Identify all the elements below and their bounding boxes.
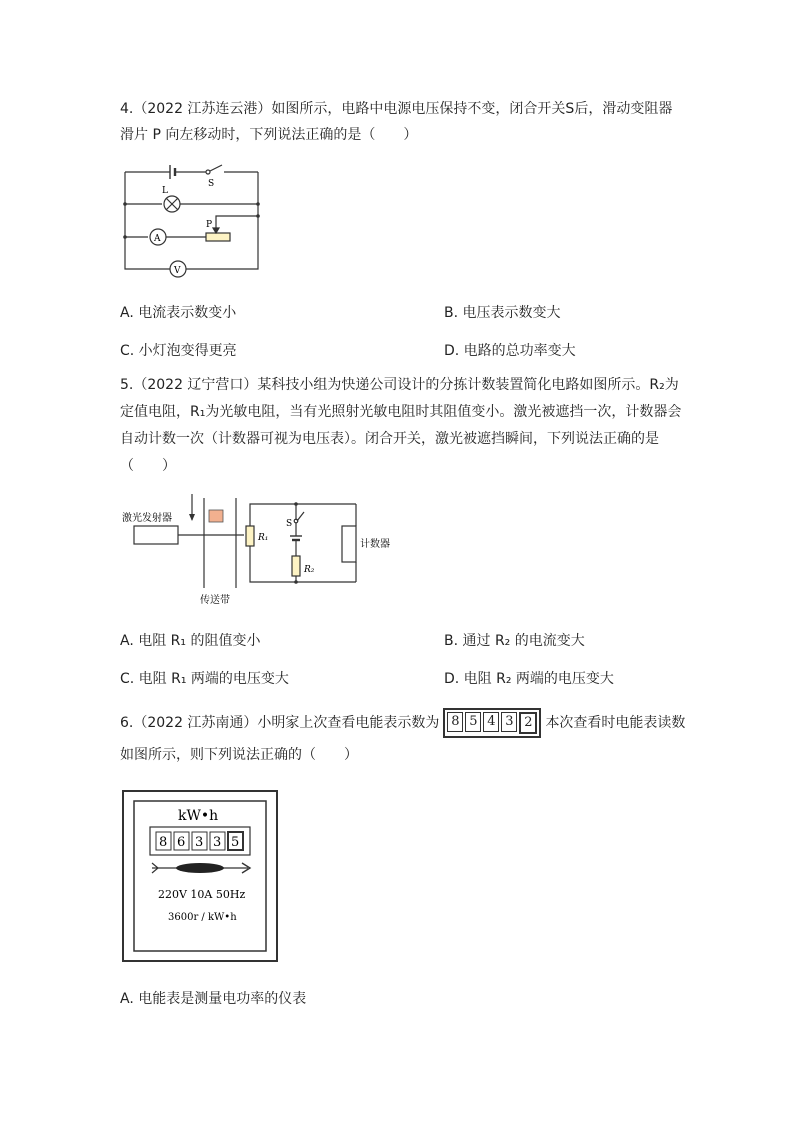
q5-line-1: 5.（2022 辽宁营口）某科技小组为快递公司设计的分拣计数装置简化电路如图所示。R₂为: [120, 377, 679, 393]
q5-option-b: B. 通过 R₂ 的电流变大: [444, 633, 585, 649]
q6-energy-meter: [122, 790, 278, 962]
q6-meter-digit: 3: [195, 835, 204, 850]
q6-prev-digit: 2: [519, 712, 537, 734]
q5-emitter-label: 激光发射器: [122, 513, 172, 524]
q5-counter-label: 计数器: [360, 539, 390, 550]
q5-line-4: （ ）: [120, 458, 176, 474]
q5-option-a: A. 电阻 R₁ 的阻值变小: [120, 633, 261, 649]
q6-prev-digit: 8: [447, 712, 463, 732]
q4-voltmeter-label: V: [174, 266, 181, 276]
q5-belt-label: 传送带: [200, 595, 230, 606]
q5-sorting-counter-diagram: [118, 490, 408, 610]
q6-option-a: A. 电能表是测量电功率的仪表: [120, 991, 307, 1007]
q6-meter-spec-2: 3600r / kW•h: [168, 912, 237, 923]
q4-switch-label: S: [208, 179, 215, 189]
q5-r1-label: R₁: [258, 533, 269, 543]
q5-option-c: C. 电阻 R₁ 两端的电压变大: [120, 671, 289, 687]
q6-meter-unit: kW•h: [178, 808, 219, 824]
q4-slider-label: P: [206, 220, 213, 230]
q6-line-2: 如图所示，则下列说法正确的（ ）: [120, 747, 358, 763]
q4-lamp-label: L: [162, 186, 168, 196]
q4-option-d: D. 电路的总功率变大: [444, 343, 576, 359]
q6-prev-digit: 4: [483, 712, 499, 732]
q6-previous-reading: [443, 708, 541, 738]
q5-option-d: D. 电阻 R₂ 两端的电压变大: [444, 671, 614, 687]
q6-prev-digit: 5: [465, 712, 481, 732]
q6-meter-digit: 8: [159, 835, 168, 850]
q6-prev-digit: 3: [501, 712, 517, 732]
q6-meter-spec-1: 220V 10A 50Hz: [158, 888, 246, 901]
q5-r2-label: R₂: [304, 565, 315, 575]
q4-option-a: A. 电流表示数变小: [120, 305, 237, 321]
q5-switch-label: S: [286, 519, 293, 529]
q6-line-1: [120, 708, 685, 739]
q5-line-3: 自动计数一次（计数器可视为电压表）。闭合开关，激光被遮挡瞬间，下列说法正确的是: [120, 431, 659, 447]
q6-line-1-suffix: 本次查看时电能表读数: [545, 715, 686, 731]
q5-line-2: 定值电阻，R₁为光敏电阻，当有光照射光敏电阻时其阻值变小。激光被遮挡一次，计数器会: [120, 404, 682, 420]
q4-circuit-diagram: [118, 158, 268, 278]
q4-option-c: C. 小灯泡变得更亮: [120, 343, 237, 359]
q4-option-b: B. 电压表示数变大: [444, 305, 561, 321]
q6-meter-digit: 6: [177, 835, 186, 850]
q4-line-1: 4.（2022 江苏连云港）如图所示，电路中电源电压保持不变，闭合开关S后，滑动变阻器: [120, 101, 673, 117]
q6-line-1-prefix: 6.（2022 江苏南通）小明家上次查看电能表示数为: [120, 715, 440, 731]
q6-meter-digit: 3: [213, 835, 222, 850]
q6-meter-digit: 5: [231, 835, 240, 850]
q4-line-2: 滑片 P 向左移动时，下列说法正确的是（ ）: [120, 127, 418, 143]
q4-ammeter-label: A: [154, 234, 161, 244]
